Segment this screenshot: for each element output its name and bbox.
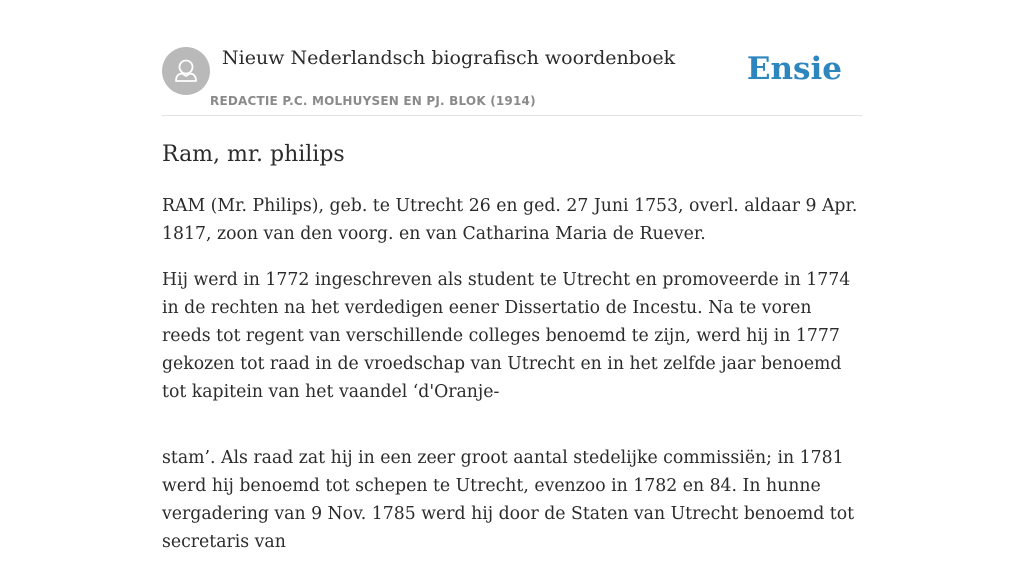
content-column xyxy=(162,0,862,552)
book-editors: REDACTIE P.C. MOLHUYSEN EN PJ. BLOK (1914) xyxy=(210,94,536,108)
entry-title: Ram, mr. philips xyxy=(162,142,345,167)
book-title[interactable]: Nieuw Nederlandsch biografisch woordenboek xyxy=(222,47,676,69)
entry-paragraph: RAM (Mr. Philips), geb. te Utrecht 26 en ged. 27 Juni 1753, overl. aldaar 9 Apr. 1817, zoon van den voorg. en van Catharina Maria de Ruever. xyxy=(162,196,858,244)
ensie-logo[interactable]: Ensie xyxy=(746,51,842,87)
user-silhouette-icon xyxy=(162,47,210,95)
entry-paragraph: Hij werd in 1772 ingeschreven als student te Utrecht en promoveerde in 1774 in de rechten na het verdedigen eener Dissertatio de Incestu. Na te voren reeds tot regent van verschillende colleges benoemd te zijn, werd hij in 1777 gekozen tot raad in de vroedschap van Utrecht en in het zelfde jaar benoemd tot kapitein van het vaandel ‘d'Oranje- xyxy=(162,270,851,402)
source-header xyxy=(162,0,862,116)
avatar[interactable] xyxy=(162,47,210,95)
entry-body xyxy=(162,192,862,574)
entry-paragraph: stam’. Als raad zat hij in een zeer groot aantal stedelijke commissiën; in 1781 werd hij benoemd tot schepen te Utrecht, evenzoo in 1782 en 84. In hunne vergadering van 9 Nov. 1785 werd hij door de Staten van Utrecht benoemd tot secretaris van xyxy=(162,448,855,552)
